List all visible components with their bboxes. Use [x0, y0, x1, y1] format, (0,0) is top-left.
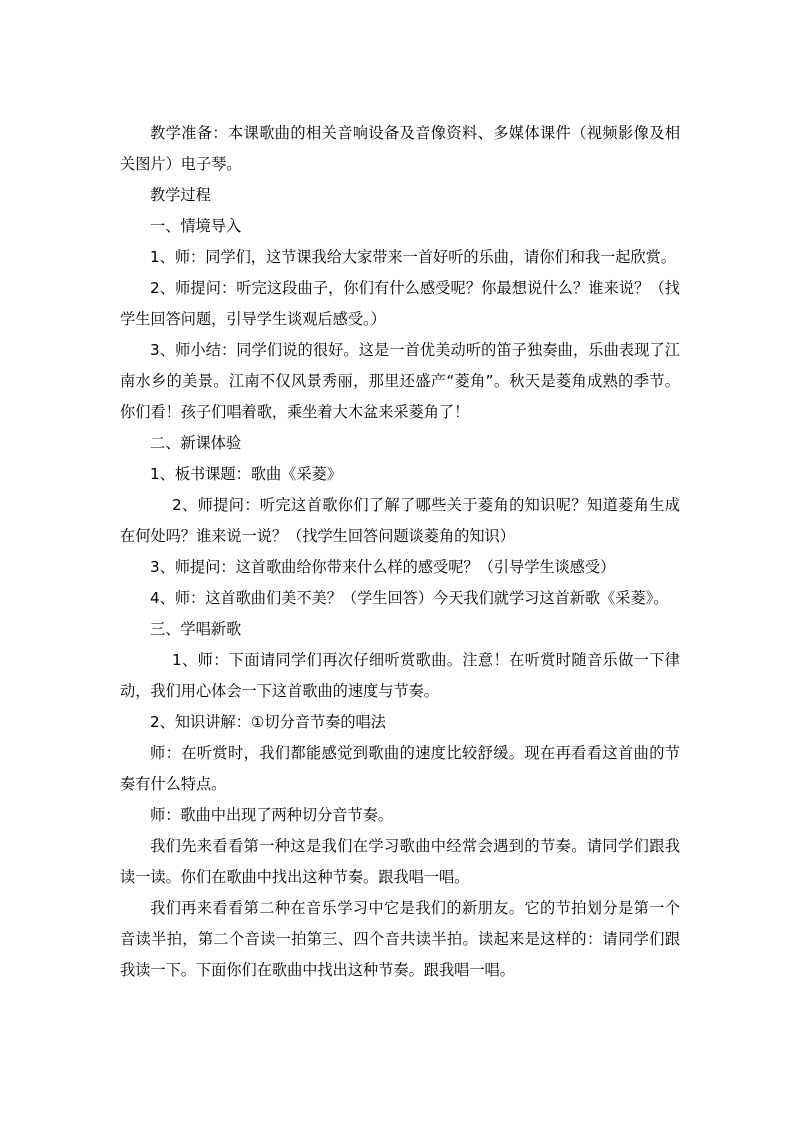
section-3-paragraph-5: 我们先来看看第一种这是我们在学习歌曲中经常会遇到的节奏。请同学们跟我读一读。你们在歌曲中找出这种节奏。跟我唱一唱。: [120, 837, 680, 886]
document-page: [120, 118, 680, 986]
section-2-paragraph-3: 3、师提问：这首歌曲给你带来什么样的感受呢？（引导学生谈感受）: [150, 558, 616, 576]
section-2-heading: 二、新课体验: [150, 434, 242, 452]
section-2-paragraph-1: 1、板书课题：歌曲《采菱》: [150, 465, 342, 483]
teaching-process-heading: 教学过程: [150, 186, 211, 204]
section-3-paragraph-1: 1、师：下面请同学们再次仔细听赏歌曲。注意！在听赏时随音乐做一下律动，我们用心体会一下这首歌曲的速度与节奏。: [120, 651, 680, 700]
section-2-paragraph-4: 4、师：这首歌曲们美不美？（学生回答）今天我们就学习这首新歌《采菱》。: [150, 589, 669, 607]
section-1-heading: 一、情境导入: [150, 217, 242, 235]
section-1-paragraph-3: 3、师小结：同学们说的很好。这是一首优美动听的笛子独奏曲，乐曲表现了江南水乡的美景。江南不仅风景秀丽，那里还盛产“菱角”。秋天是菱角成熟的季节。你们看！孩子们唱着歌，乘坐着大木盆来采菱角了！: [120, 341, 680, 421]
section-3-paragraph-2: 2、知识讲解：①切分音节奏的唱法: [150, 713, 386, 731]
section-2-paragraph-2: 2、师提问：听完这首歌你们了解了哪些关于菱角的知识呢？知道菱角生成在何处吗？谁来说一说？（找学生回答问题谈菱角的知识）: [120, 496, 680, 545]
section-3-paragraph-4: 师：歌曲中出现了两种切分音节奏。: [150, 806, 393, 824]
section-3-paragraph-6: 我们再来看看第二种在音乐学习中它是我们的新朋友。它的节拍划分是第一个音读半拍，第二个音读一拍第三、四个音共读半拍。读起来是这样的：请同学们跟我读一下。下面你们在歌曲中找出这种节奏。跟我唱一唱。: [120, 899, 680, 979]
section-3-paragraph-3: 师：在听赏时，我们都能感觉到歌曲的速度比较舒缓。现在再看看这首曲的节奏有什么特点。: [120, 744, 680, 793]
section-1-paragraph-1: 1、师：同学们，这节课我给大家带来一首好听的乐曲，请你们和我一起欣赏。: [150, 248, 677, 266]
section-3-heading: 三、学唱新歌: [150, 620, 242, 638]
teaching-preparation: 教学准备：本课歌曲的相关音响设备及音像资料、多媒体课件（视频影像及相关图片）电子琴。: [120, 124, 680, 173]
section-1-paragraph-2: 2、师提问：听完这段曲子，你们有什么感受呢？你最想说什么？谁来说？（找学生回答问题，引导学生谈观后感受。）: [120, 279, 680, 328]
